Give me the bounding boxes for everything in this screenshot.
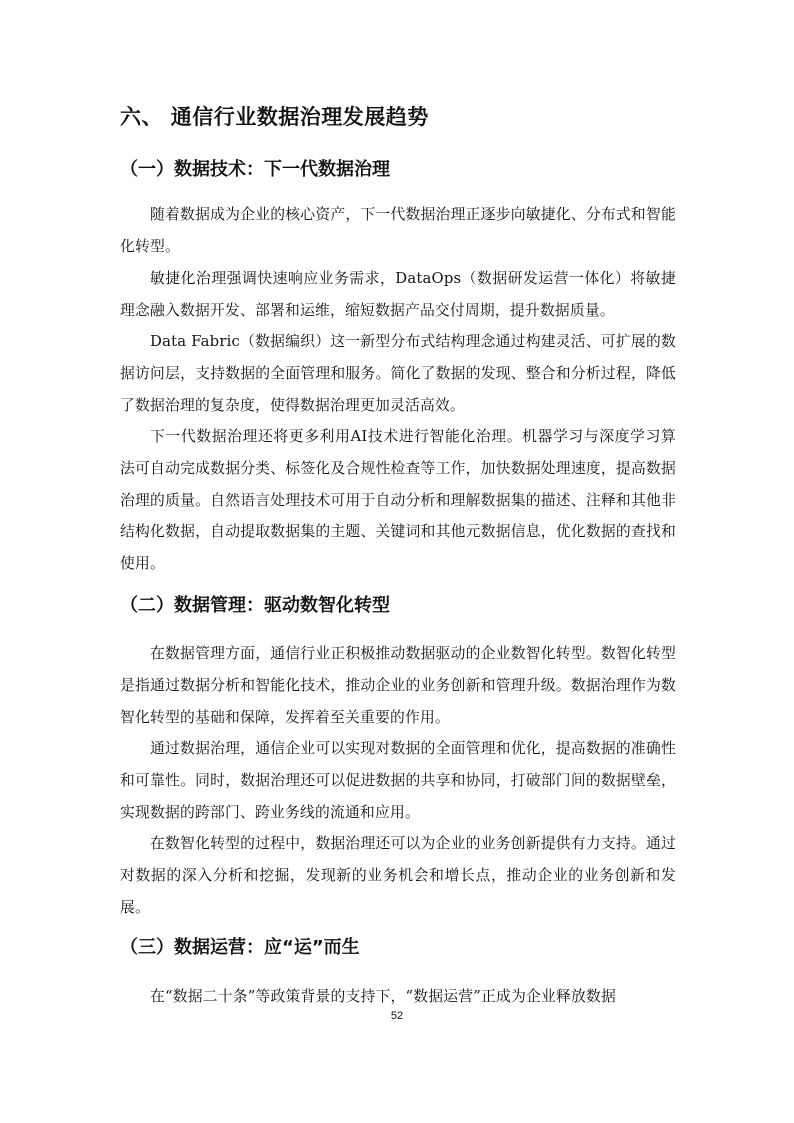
paragraph: 在数智化转型的过程中，数据治理还可以为企业的业务创新提供有力支持。通过对数据的深入分析和挖掘，发现新的业务机会和增长点，推动企业的业务创新和发展。 <box>120 835 676 916</box>
chapter-title: 六、 通信行业数据治理发展趋势 <box>120 105 429 129</box>
paragraph: Data Fabric（数据编织）这一新型分布式结构理念通过构建灵活、可扩展的数据访问层，支持数据的全面管理和服务。简化了数据的发现、整合和分析过程，降低了数据治理的复杂度，使得数据治理更加灵活高效。 <box>120 333 676 414</box>
paragraph: 敏捷化治理强调快速响应业务需求，DataOps（数据研发运营一体化）将敏捷理念融入数据开发、部署和运维，缩短数据产品交付周期，提升数据质量。 <box>120 270 676 319</box>
section-heading-1: （一）数据技术：下一代数据治理 <box>120 159 390 180</box>
section-heading-3: （三）数据运营：应“运”而生 <box>120 937 360 958</box>
section-heading-2: （二）数据管理：驱动数智化转型 <box>120 595 390 616</box>
paragraph: 随着数据成为企业的核心资产，下一代数据治理正逐步向敏捷化、分布式和智能化转型。 <box>120 206 676 255</box>
paragraph: 通过数据治理，通信企业可以实现对数据的全面管理和优化，提高数据的准确性和可靠性。同时，数据治理还可以促进数据的共享和协同，打破部门间的数据壁垒，实现数据的跨部门、跨业务线的流通和应用。 <box>120 740 676 821</box>
paragraph: 在“数据二十条”等政策背景的支持下，“数据运营”正成为企业释放数据 <box>150 988 616 1005</box>
paragraph: 下一代数据治理还将更多利用AI技术进行智能化治理。机器学习与深度学习算法可自动完成数据分类、标签化及合规性检查等工作，加快数据处理速度，提高数据治理的质量。自然语言处理技术可用于自动分析和理解数据集的描述、注释和其他非结构化数据，自动提取数据集的主题、关键词和其他元数据信息，优化数据的查找和使用。 <box>120 428 676 573</box>
paragraph: 在数据管理方面，通信行业正积极推动数据驱动的企业数智化转型。数智化转型是指通过数据分析和智能化技术，推动企业的业务创新和管理升级。数据治理作为数智化转型的基础和保障，发挥着至关重要的作用。 <box>120 645 676 726</box>
page-number: 52 <box>390 1010 404 1022</box>
